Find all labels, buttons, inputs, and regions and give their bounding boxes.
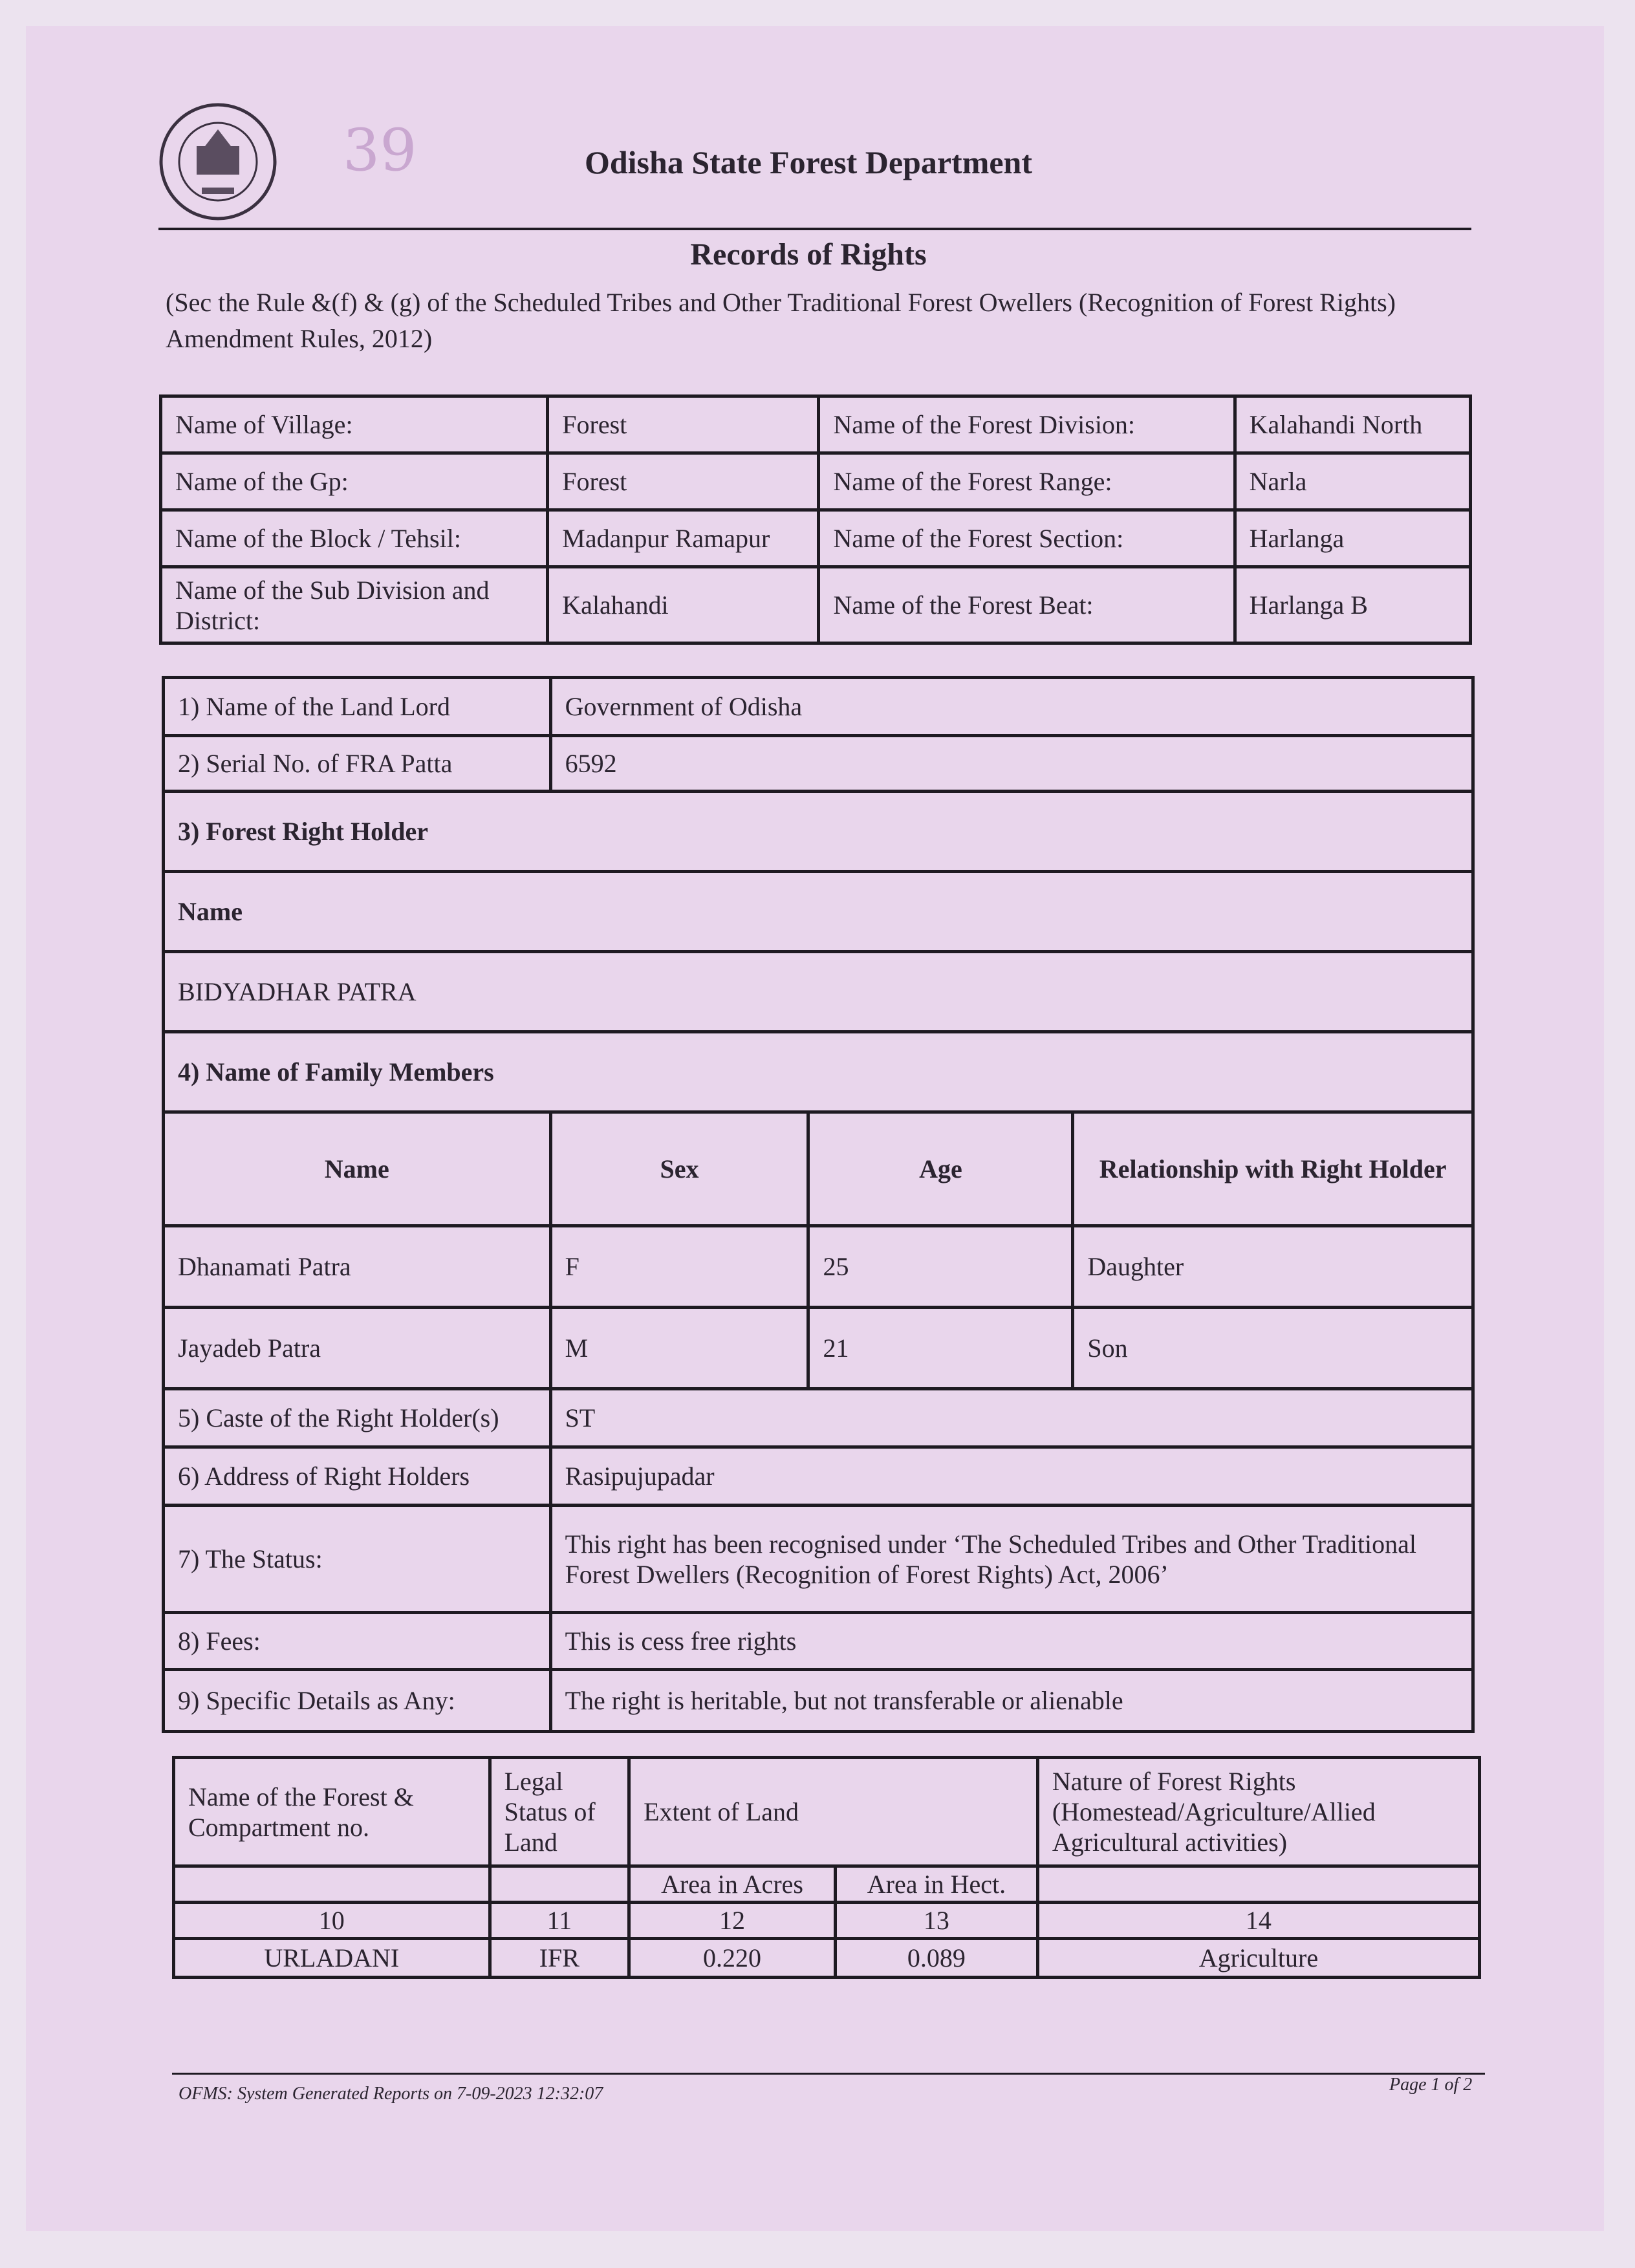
department-title: Odisha State Forest Department [584,144,1033,180]
location-row [161,567,1471,643]
land-lord-label: 1) Name of the Land Lord [164,678,551,736]
status-value [550,1506,1473,1613]
details-label: 9) Specific Details as Any: [164,1670,551,1732]
family-col-relationship: Relationship with Right Holder [1073,1112,1473,1226]
fees-value: This is cess free rights [550,1613,1473,1670]
handwritten-page-mark: 39 [343,116,417,184]
legal-col-header: Legal Status of Land [490,1758,629,1866]
table-row [174,1939,1480,1978]
col-number: 12 [629,1903,836,1939]
holder-name: BIDYADHAR PATRA [164,952,1473,1032]
rights-nature: Agriculture [1037,1939,1479,1978]
caste-value: ST [550,1389,1473,1447]
rule-reference: (Sec the Rule &(f) & (g) of the Scheduled Tribes and Other Traditional Forest Owellers (Recognition of Forest Rights) Amendment Rules, 2012) [166,288,1396,353]
col-number: 13 [835,1903,1037,1939]
footer-divider [172,2073,1485,2075]
family-col-age: Age [808,1112,1073,1226]
member-relationship: Son [1073,1308,1473,1389]
serial-label: 2) Serial No. of FRA Patta [164,736,551,792]
table-row [164,1308,1473,1389]
address-label: 6) Address of Right Holders [164,1447,551,1506]
village-value: Forest [548,396,819,453]
status-line-1: This right has been recognised under ‘The Scheduled Tribes and Other Traditional [565,1529,1416,1559]
rights-table [162,676,1475,1733]
forest-name: URLADANI [174,1939,490,1978]
member-name: Jayadeb Patra [164,1308,551,1389]
name-heading: Name [164,872,1473,952]
blank-cell [490,1866,629,1903]
land-lord-value: Government of Odisha [550,678,1473,736]
legal-status: IFR [490,1939,629,1978]
block-value: Madanpur Ramapur [548,510,819,567]
blank-cell [174,1866,490,1903]
fees-label: 8) Fees: [164,1613,551,1670]
member-sex: M [550,1308,808,1389]
header-divider [158,228,1471,230]
gp-label: Name of the Gp: [161,453,548,510]
page-number: Page 1 of 2 [1389,2075,1473,2095]
column-number-row [174,1903,1480,1939]
odisha-emblem-seal [150,91,286,226]
member-sex: F [550,1226,808,1308]
beat-value: Harlanga B [1235,567,1470,643]
col-number: 14 [1037,1903,1479,1939]
subdivision-label: Name of the Sub Division and District: [161,567,548,643]
range-value: Narla [1235,453,1470,510]
area-acres: 0.220 [629,1939,836,1978]
gp-value: Forest [548,453,819,510]
hect-subheader: Area in Hect. [835,1866,1037,1903]
division-value: Kalahandi North [1235,396,1470,453]
member-relationship: Daughter [1073,1226,1473,1308]
range-label: Name of the Forest Range: [819,453,1235,510]
details-value: The right is heritable, but not transferable or alienable [550,1670,1473,1732]
member-name: Dhanamati Patra [164,1226,551,1308]
family-heading: 4) Name of Family Members [164,1032,1473,1112]
location-table [159,394,1472,645]
area-hect: 0.089 [835,1939,1037,1978]
location-row [161,396,1471,453]
address-value: Rasipujupadar [550,1447,1473,1506]
document-title: Records of Rights [690,237,927,272]
family-col-sex: Sex [550,1112,808,1226]
caste-label: 5) Caste of the Right Holder(s) [164,1389,551,1447]
nature-col-header: Nature of Forest Rights (Homestead/Agriculture/Allied Agricultural activities) [1037,1758,1479,1866]
forest-col-header: Name of the Forest & Compartment no. [174,1758,490,1866]
family-header-row [164,1112,1473,1226]
land-table [172,1756,1481,1979]
section-value: Harlanga [1235,510,1470,567]
holder-heading: 3) Forest Right Holder [164,792,1473,872]
acres-subheader: Area in Acres [629,1866,836,1903]
status-line-2: Forest Dwellers (Recognition of Forest Rights) Act, 2006’ [565,1559,1169,1589]
subdivision-value: Kalahandi [548,567,819,643]
col-number: 10 [174,1903,490,1939]
status-label: 7) The Status: [164,1506,551,1613]
family-col-name: Name [164,1112,551,1226]
section-label: Name of the Forest Section: [819,510,1235,567]
generated-timestamp: OFMS: System Generated Reports on 7-09-2023 12:32:07 [179,2084,603,2104]
location-row [161,510,1471,567]
blank-cell [1037,1866,1479,1903]
beat-label: Name of the Forest Beat: [819,567,1235,643]
block-label: Name of the Block / Tehsil: [161,510,548,567]
table-row [164,1226,1473,1308]
serial-value: 6592 [550,736,1473,792]
extent-col-header: Extent of Land [629,1758,1038,1866]
division-label: Name of the Forest Division: [819,396,1235,453]
village-label: Name of Village: [161,396,548,453]
location-row [161,453,1471,510]
member-age: 25 [808,1226,1073,1308]
member-age: 21 [808,1308,1073,1389]
col-number: 11 [490,1903,629,1939]
